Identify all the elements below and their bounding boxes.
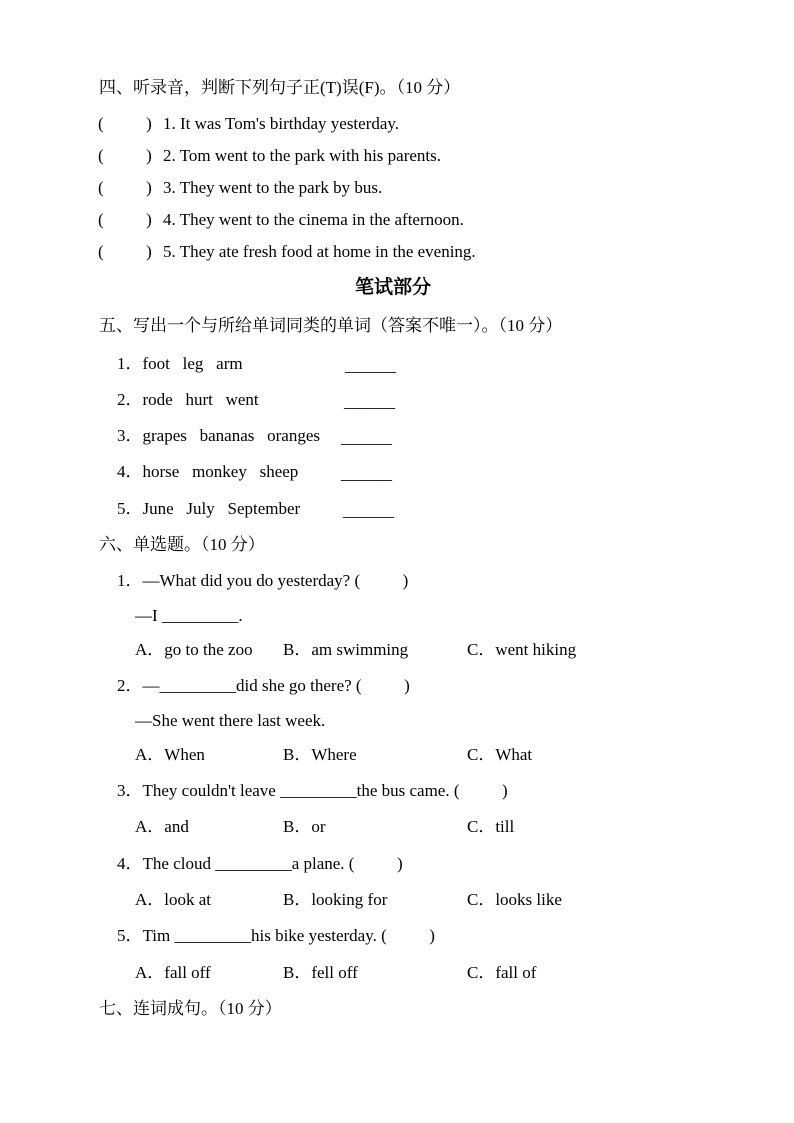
word-blank-3: ______ <box>341 428 392 447</box>
word-group-4: 4．horse monkey sheep <box>117 462 299 481</box>
word-group-5: 5．June July September <box>117 499 301 518</box>
tf-bracket-5: ( ) <box>98 242 152 261</box>
word-blank-4: ______ <box>341 464 392 483</box>
question-2-prompt: 2．—_________did she go there? ( ) <box>117 676 410 695</box>
word-group-3: 3．grapes bananas oranges <box>117 426 320 445</box>
question-1-option-c: C．went hiking <box>467 640 577 659</box>
word-group-2: 2．rode hurt went <box>117 390 259 409</box>
section-6-title: 六、单选题。（10 分） <box>99 535 265 554</box>
section-7-title: 七、连词成句。（10 分） <box>99 999 282 1018</box>
question-3-option-b: B．or <box>283 817 326 836</box>
written-part-title: 笔试部分 <box>355 276 432 298</box>
question-2-option-a: A．When <box>135 745 205 764</box>
word-group-1: 1．foot leg arm <box>117 354 243 373</box>
question-1-response: —I _________. <box>135 606 243 625</box>
section-4-title: 四、听录音，判断下列句子正(T)误(F)。（10 分） <box>99 78 461 97</box>
question-2-response: —She went there last week. <box>135 711 326 730</box>
tf-bracket-1: ( ) <box>98 114 152 133</box>
question-3-option-a: A．and <box>135 817 189 836</box>
tf-bracket-4: ( ) <box>98 210 152 229</box>
tf-statement-2: 2. Tom went to the park with his parents. <box>163 146 442 165</box>
question-3-option-c: C．till <box>467 817 515 836</box>
question-2-option-b: B．Where <box>283 745 357 764</box>
question-4-option-a: A．look at <box>135 890 212 909</box>
tf-statement-1: 1. It was Tom's birthday yesterday. <box>163 114 400 133</box>
question-5-option-a: A．fall off <box>135 963 211 982</box>
tf-bracket-3: ( ) <box>98 178 152 197</box>
question-4-prompt: 4．The cloud _________a plane. ( ) <box>117 854 403 873</box>
question-5-option-c: C．fall of <box>467 963 537 982</box>
word-blank-1: ______ <box>345 356 396 375</box>
section-5-title: 五、写出一个与所给单词同类的单词（答案不唯一）。（10 分） <box>99 316 563 335</box>
word-blank-2: ______ <box>344 392 395 411</box>
question-2-option-c: C．What <box>467 745 533 764</box>
tf-bracket-2: ( ) <box>98 146 152 165</box>
tf-statement-5: 5. They ate fresh food at home in the evening. <box>163 242 476 261</box>
question-1-prompt: 1．—What did you do yesterday? ( ) <box>117 571 409 590</box>
tf-statement-3: 3. They went to the park by bus. <box>163 178 383 197</box>
tf-statement-4: 4. They went to the cinema in the afternoon. <box>163 210 464 229</box>
question-4-option-c: C．looks like <box>467 890 562 909</box>
question-1-option-a: A．go to the zoo <box>135 640 253 659</box>
question-5-option-b: B．fell off <box>283 963 358 982</box>
question-1-option-b: B．am swimming <box>283 640 409 659</box>
word-blank-5: ______ <box>343 501 394 520</box>
question-5-prompt: 5．Tim _________his bike yesterday. ( ) <box>117 926 435 945</box>
question-4-option-b: B．looking for <box>283 890 388 909</box>
question-3-prompt: 3．They couldn't leave _________the bus came. ( ) <box>117 781 508 800</box>
